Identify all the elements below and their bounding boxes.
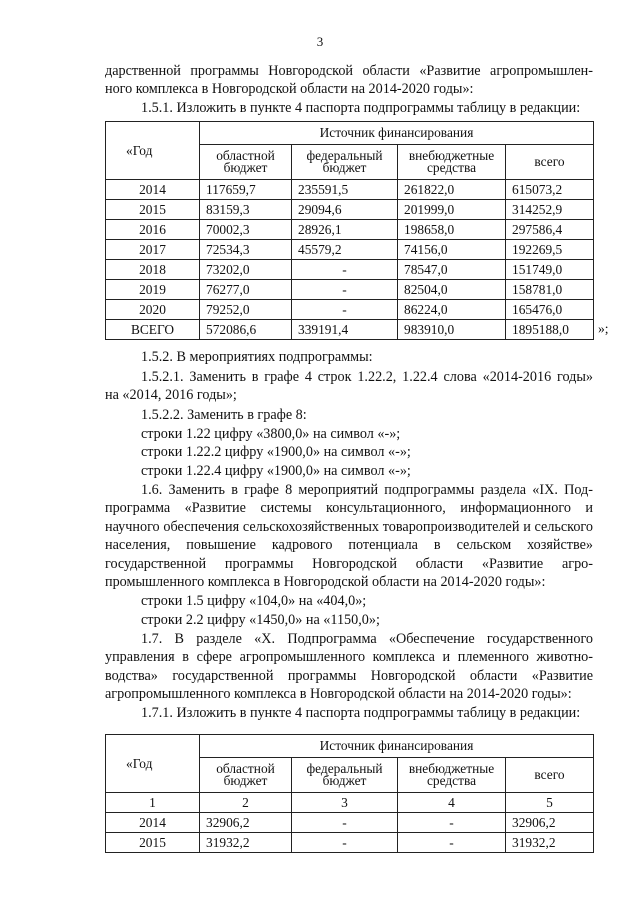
cell-regional: 73202,0 (200, 260, 292, 280)
text-line: программа «Развитие системы консультационного, информационного и (105, 500, 593, 517)
col-header-extrabudget: внебюджетные средства (398, 145, 506, 180)
col-number: 2 (200, 793, 292, 813)
cell-total: 192269,5 (506, 240, 594, 260)
text-line: научного обеспечения сельскохозяйственных товаропроизводителей и сельского (105, 518, 593, 535)
cell-federal: 45579,2 (292, 240, 398, 260)
cell-regional: 72534,3 (200, 240, 292, 260)
cell-extrabudget: 198658,0 (398, 220, 506, 240)
cell-total: 314252,9 (506, 200, 594, 220)
cell-federal: 29094,6 (292, 200, 398, 220)
text-line: государственной программы Новгородской области «Развитие агро- (105, 555, 593, 572)
replace-row-1: строки 1.22 цифру «3800,0» на символ «-»; (141, 426, 401, 442)
year-header: «Год (106, 122, 200, 180)
cell-extrabudget: 201999,0 (398, 200, 506, 220)
text-line: промышленного комплекса в Новгородской области на 2014-2020 годы»: (105, 574, 546, 591)
cell-total: 615073,2 (506, 180, 594, 200)
text-line: управления в сфере агропромышленного комплекса и племенного животно- (105, 649, 593, 666)
cell-regional: 32906,2 (200, 813, 292, 833)
col-number: 5 (506, 793, 594, 813)
replace-row-2: строки 1.22.2 цифру «1900,0» на символ «-»; (141, 444, 411, 460)
cell-regional: 572086,6 (200, 320, 292, 340)
col-header-total: всего (506, 758, 594, 793)
cell-regional: 83159,3 (200, 200, 292, 220)
cell-total: 32906,2 (506, 813, 594, 833)
cell-year: 2014 (106, 180, 200, 200)
text-line: дарственной программы Новгородской области «Развитие агропромышлен- (105, 63, 593, 79)
text-line: ного комплекса в Новгородской области на 2014-2020 годы»: (105, 81, 474, 98)
table-row (106, 200, 594, 220)
col-header-regional: областной бюджет (200, 758, 292, 793)
table-row (106, 833, 594, 853)
cell-year: 2014 (106, 813, 200, 833)
cell-federal: - (292, 300, 398, 320)
item-1-7 (105, 630, 593, 704)
cell-total: 151749,0 (506, 260, 594, 280)
cell-regional: 117659,7 (200, 180, 292, 200)
cell-extrabudget: 74156,0 (398, 240, 506, 260)
cell-year: 2015 (106, 833, 200, 853)
item-1-5-2: 1.5.2. В мероприятиях подпрограммы: (141, 349, 373, 365)
text-line: водства» государственной программы Новгородской области «Развитие (105, 667, 593, 684)
financing-table-1 (105, 121, 594, 340)
item-1-5-2-2: 1.5.2.2. Заменить в графе 8: (141, 407, 307, 423)
cell-year: ВСЕГО (106, 320, 200, 340)
item-1-5-1: 1.5.1. Изложить в пункте 4 паспорта подпрограммы таблицу в редакции: (141, 100, 581, 116)
text-line: 1.5.2.1. Заменить в графе 4 строк 1.22.2, 1.22.4 слова «2014-2016 годы» (141, 369, 593, 385)
table-row (106, 813, 594, 833)
table-row (106, 260, 594, 280)
cell-extrabudget: 86224,0 (398, 300, 506, 320)
col-number: 4 (398, 793, 506, 813)
page-number: 3 (316, 34, 324, 49)
cell-year: 2017 (106, 240, 200, 260)
cell-total: 165476,0 (506, 300, 594, 320)
cell-regional: 79252,0 (200, 300, 292, 320)
cell-extrabudget: 82504,0 (398, 280, 506, 300)
replace-row-3: строки 1.22.4 цифру «1900,0» на символ «-»; (141, 463, 411, 479)
text-line: 1.7. В разделе «X. Подпрограмма «Обеспечение государственного (141, 631, 593, 647)
intro-paragraph (105, 62, 593, 99)
table-row (106, 280, 594, 300)
year-header: «Год (106, 735, 200, 793)
cell-federal: - (292, 833, 398, 853)
table-row (106, 300, 594, 320)
cell-regional: 76277,0 (200, 280, 292, 300)
cell-year: 2019 (106, 280, 200, 300)
item-1-5-2-1 (105, 368, 593, 405)
cell-extrabudget: 78547,0 (398, 260, 506, 280)
col-header-federal: федеральный бюджет (292, 145, 398, 180)
cell-federal: - (292, 813, 398, 833)
cell-year: 2020 (106, 300, 200, 320)
cell-total: 31932,2 (506, 833, 594, 853)
cell-extrabudget: - (398, 813, 506, 833)
cell-federal: 235591,5 (292, 180, 398, 200)
col-header-regional: областной бюджет (200, 145, 292, 180)
column-number-row (106, 793, 594, 813)
cell-year: 2015 (106, 200, 200, 220)
text-line: агропромышленного комплекса в Новгородской области на 2014-2020 годы»: (105, 686, 572, 703)
col-number: 3 (292, 793, 398, 813)
cell-total: 1895188,0 (506, 320, 594, 340)
col-header-total: всего (506, 145, 594, 180)
table-1-closing-quote: »; (598, 321, 609, 336)
cell-year: 2016 (106, 220, 200, 240)
cell-extrabudget: 261822,0 (398, 180, 506, 200)
text-line: населения, повышение кадрового потенциала в сельском хозяйстве» (105, 537, 593, 554)
cell-federal: - (292, 280, 398, 300)
financing-table-2 (105, 734, 594, 853)
source-header: Источник финансирования (200, 122, 594, 145)
table-row (106, 180, 594, 200)
item-1-6 (105, 481, 593, 591)
cell-extrabudget: - (398, 833, 506, 853)
item-1-6-row-2: строки 2.2 цифру «1450,0» на «1150,0»; (141, 612, 380, 628)
cell-year: 2018 (106, 260, 200, 280)
text-line: на «2014, 2016 годы»; (105, 387, 237, 404)
col-number: 1 (106, 793, 200, 813)
cell-regional: 31932,2 (200, 833, 292, 853)
cell-regional: 70002,3 (200, 220, 292, 240)
item-1-7-1: 1.7.1. Изложить в пункте 4 паспорта подпрограммы таблицу в редакции: (141, 705, 581, 721)
cell-total: 158781,0 (506, 280, 594, 300)
cell-federal: - (292, 260, 398, 280)
text-line: 1.6. Заменить в графе 8 мероприятий подпрограммы раздела «IX. Под- (141, 482, 593, 498)
source-header: Источник финансирования (200, 735, 594, 758)
cell-federal: 28926,1 (292, 220, 398, 240)
table-row-total (106, 320, 594, 340)
cell-extrabudget: 983910,0 (398, 320, 506, 340)
col-header-federal: федеральный бюджет (292, 758, 398, 793)
table-row (106, 220, 594, 240)
cell-total: 297586,4 (506, 220, 594, 240)
col-header-extrabudget: внебюджетные средства (398, 758, 506, 793)
table-row (106, 240, 594, 260)
item-1-6-row-1: строки 1.5 цифру «104,0» на «404,0»; (141, 593, 367, 609)
cell-federal: 339191,4 (292, 320, 398, 340)
